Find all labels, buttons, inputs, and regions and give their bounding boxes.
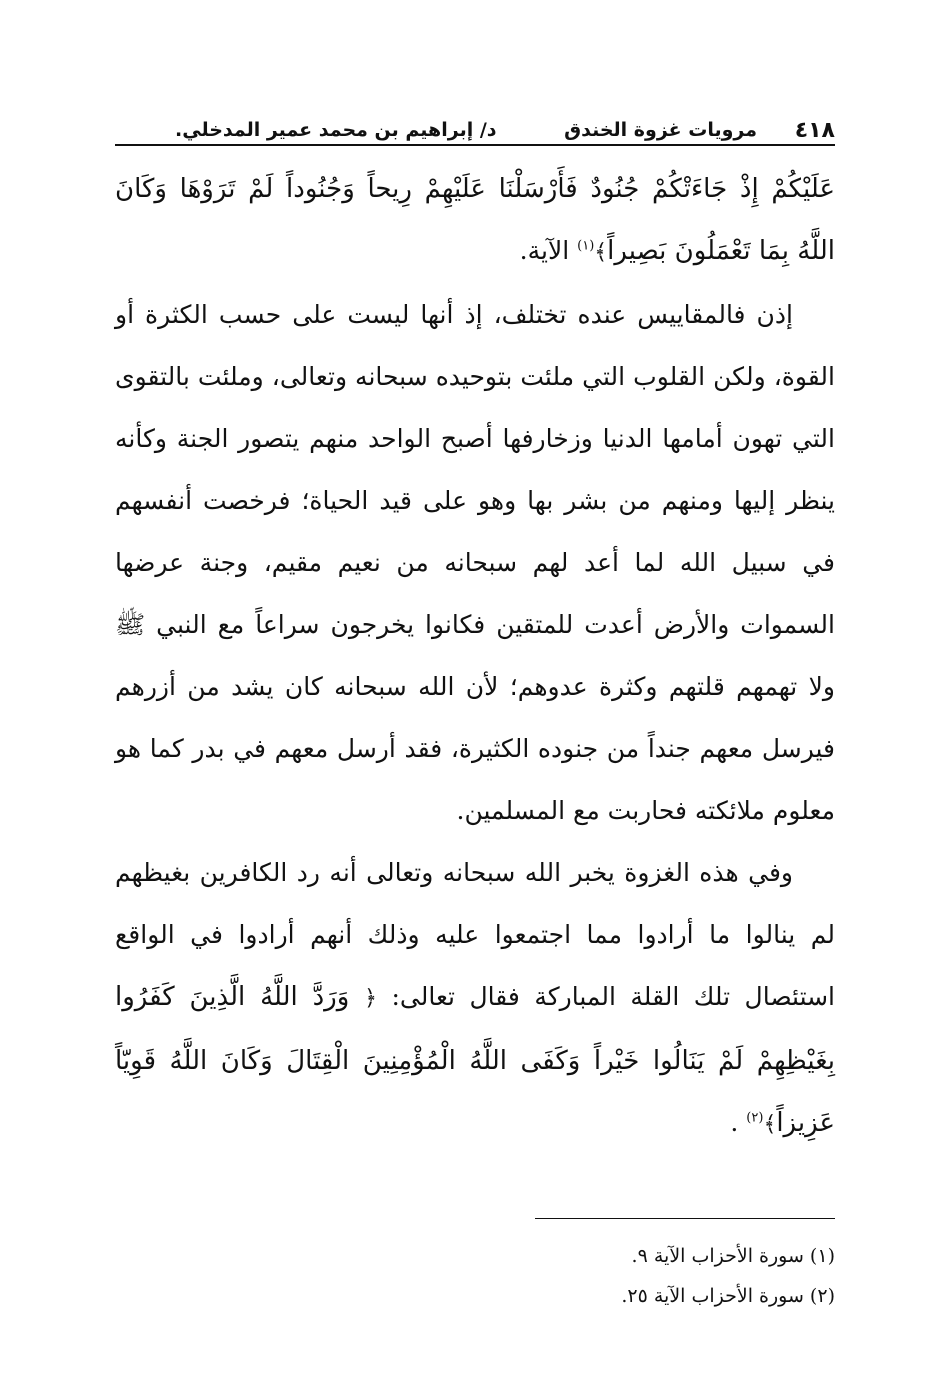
ornate-bracket-open: ﴿ xyxy=(364,986,377,1011)
paragraph-body: إذن فالمقاييس عنده تختلف، إذ أنها ليست على حسب الكثرة أو القوة، ولكن القلوب التي ملئت بتوحيده سبحانه وتعالى، وملئت بالتقوى التي تهون أمامها الدنيا وزخارفها أصبح الواحد منهم يتصور الجنة وكأنه ينظر إليها ومنهم من بشر بها وهو على قيد الحياة؛ فرخصت أنفسهم في سبيل الله لما أعد لهم سبحانه من نعيم مقيم، وجنة عرضها السموات والأرض أعدت للمتقين فكانوا يخرجون سراعاً مع النبي ﷺ ولا تهمهم قلتهم وكثرة عدوهم؛ لأن الله سبحانه كان يشد من أزرهم فيرسل معهم جنداً من جنوده الكثيرة، فقد أرسل معهم في بدر كما هو معلوم ملائكته فحاربت مع المسلمين. xyxy=(115,300,835,825)
book-title: مرويات غزوة الخندق xyxy=(564,119,757,141)
verse-suffix: الآية. xyxy=(519,236,578,265)
quran-verse: وَرَدَّ اللَّهُ الَّذِينَ كَفَرُوا بِغَيْظِهِمْ لَمْ يَنَالُوا خَيْراً وَكَفَى اللَّهُ الْمُؤْمِنِينَ الْقِتَالَ وَكَانَ اللَّهُ قَوِيّاً عَزِيزاً xyxy=(115,982,835,1138)
footnote-item: (١) سورة الأحزاب الآية ٩. xyxy=(631,1245,835,1267)
footnote-item: (٢) سورة الأحزاب الآية ٢٥. xyxy=(621,1285,835,1307)
footnote-ref: (١) xyxy=(577,238,595,254)
page-number: ٤١٨ xyxy=(794,118,835,143)
author-name: د/ إبراهيم بن محمد عمير المدخلي. xyxy=(175,119,497,141)
paragraph-intro: وفي هذه الغزوة يخبر الله سبحانه وتعالى أنه رد الكافرين بغيظهم لم ينالوا ما أرادوا مما اجتمعوا عليه وذلك أنهم أرادوا في الواقع استئصال تلك القلة المباركة فقال تعالى: xyxy=(115,858,835,1011)
footnote-ref: (٢) xyxy=(746,1110,764,1126)
ornate-bracket-close: ﴾ xyxy=(594,240,608,265)
ornate-bracket-close: ﴾ xyxy=(763,1112,777,1137)
footnotes xyxy=(115,1236,835,1316)
verse-suffix: . xyxy=(730,1108,747,1137)
paragraph-quran-verse-1 xyxy=(115,158,835,284)
paragraph-quran-verse-2 xyxy=(115,842,835,1156)
body-text xyxy=(115,158,835,1156)
running-header xyxy=(115,118,835,146)
quran-verse: عَلَيْكُمْ إِذْ جَاءَتْكُمْ جُنُودٌ فَأَرْسَلْنَا عَلَيْهِمْ رِيحاً وَجُنُوداً لَمْ تَرَوْهَا وَكَانَ اللَّهُ بِمَا تَعْمَلُونَ بَصِيراً xyxy=(115,174,835,266)
document-page xyxy=(115,0,835,1398)
footnote-separator xyxy=(535,1218,835,1219)
